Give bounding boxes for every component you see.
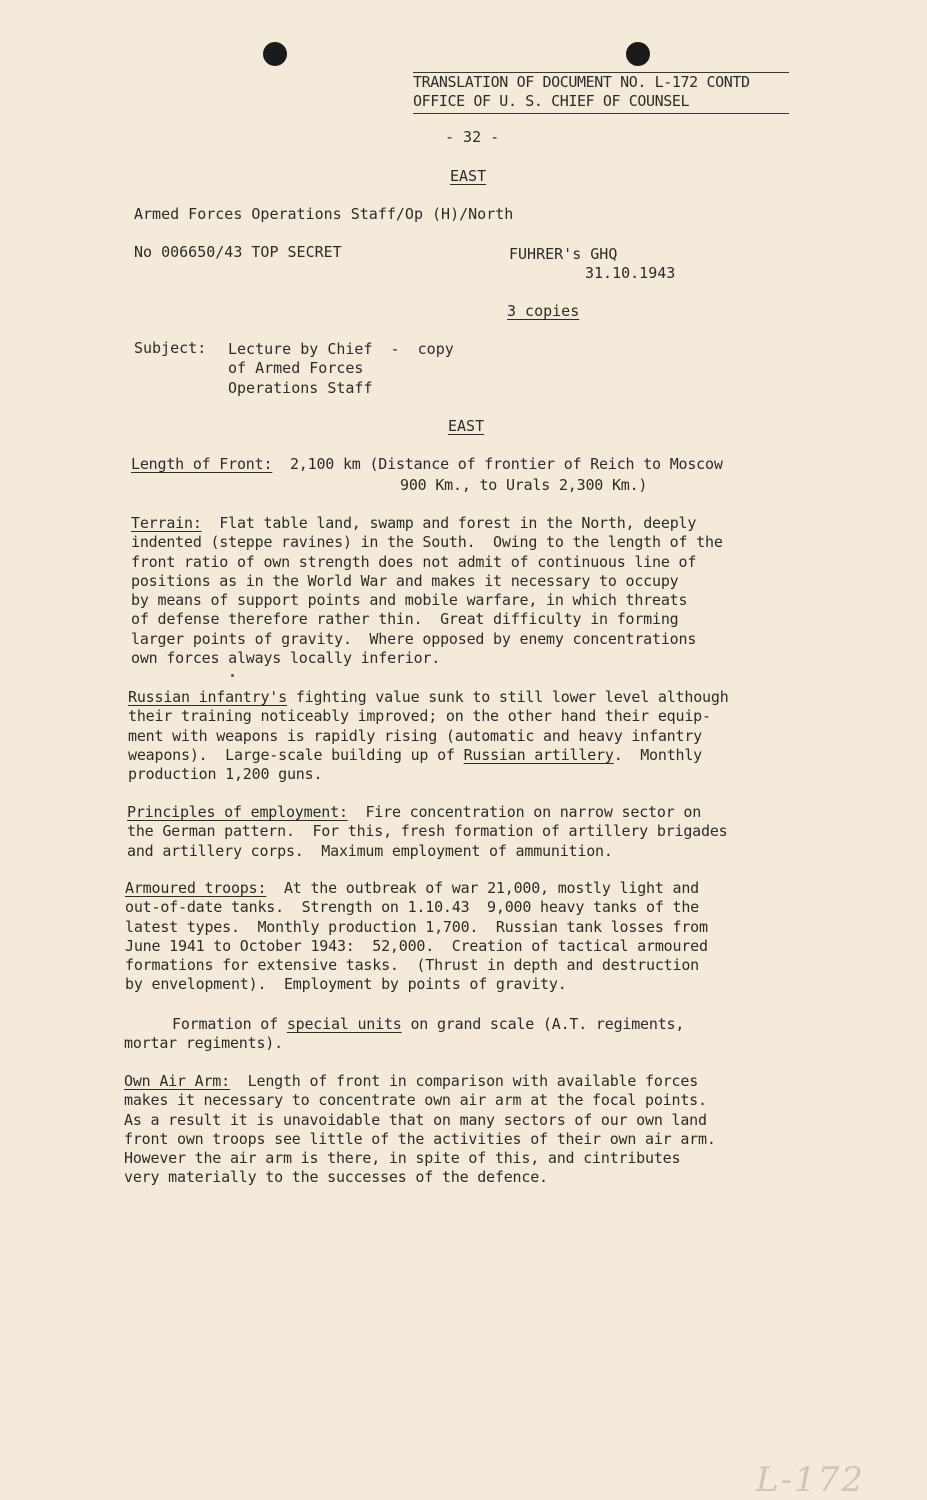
copies-note: 3 copies (507, 302, 580, 320)
principles-body: the German pattern. For this, fresh formation of artillery brigades and artillery corps. Maximum employment of ammunition. (127, 822, 728, 860)
punch-hole-right (626, 42, 650, 66)
page-number: - 32 - (445, 128, 500, 146)
handwritten-annotation: L-172 (756, 1460, 865, 1500)
terrain-first-line: Flat table land, swamp and forest in the North, deeply (219, 514, 697, 532)
subject-line-3: Operations Staff (228, 378, 373, 397)
air-arm-paragraph (124, 1072, 716, 1188)
terrain-paragraph (131, 514, 723, 668)
infantry-body: their training noticeably improved; on the other hand their equip- ment with weapons is rapidly rising (automatic and heavy infantry weapons). Large-scale building up of (128, 707, 711, 764)
reference-number: No 006650/43 TOP SECRET (134, 243, 342, 261)
infantry-label: Russian infantry's (128, 688, 287, 706)
infantry-first-line: fighting value sunk to still lower level although (295, 688, 729, 706)
principles-paragraph (127, 803, 728, 861)
special-post: on grand scale (A.T. regiments, (401, 1015, 685, 1033)
air-arm-label: Own Air Arm: (124, 1072, 230, 1090)
header-line-2: OFFICE OF U. S. CHIEF OF COUNSEL (413, 92, 690, 110)
subject-text (228, 340, 454, 398)
subject-line-1: Lecture by Chief - copy (228, 340, 454, 358)
punch-hole-left (263, 42, 287, 66)
place-line: FUHRER's GHQ (509, 245, 618, 263)
principles-first-line: Fire concentration on narrow sector on (365, 803, 702, 821)
infantry-tail: . Monthly production 1,200 guns. (128, 745, 703, 784)
terrain-label: Terrain: (131, 514, 202, 532)
staff-line: Armed Forces Operations Staff/Op (H)/North (134, 205, 514, 223)
subject-label: Subject: (134, 339, 207, 357)
stray-mark (231, 674, 234, 677)
russian-artillery-term: Russian artillery (463, 745, 614, 764)
air-arm-first-line: Length of front in comparison with available forces (247, 1072, 699, 1090)
special-units-term: special units (286, 1015, 402, 1033)
principles-label: Principles of employment: (127, 803, 348, 821)
special-units-line-2: mortar regiments). (124, 1034, 283, 1052)
header-rule-bottom (413, 113, 789, 114)
armoured-paragraph (125, 879, 708, 995)
armoured-body: out-of-date tanks. Strength on 1.10.43 9,000 heavy tanks of the latest types. Monthly production 1,700. Russian tank losses from June 1941 to October 1943: 52,000. Creation of tactical armoured formations for extensive tasks. (Thrust in depth and destruction by envelopment). Employment by points of gravity. (125, 898, 708, 994)
date-line: 31.10.1943 (585, 264, 676, 282)
header-line-1: TRANSLATION OF DOCUMENT NO. L-172 CONTD (413, 73, 750, 91)
armoured-label: Armoured troops: (125, 879, 267, 897)
terrain-body: indented (steppe ravines) in the South. Owing to the length of the front ratio of own strength does not admit of continuous line of positions as in the World War and makes it necessary to occupy by means of support points and mobile warfare, in which threats of defense therefore rather thin. Great difficulty in forming larger points of gravity. Where opposed by enemy concentrations own forces always locally inferior. (131, 533, 723, 668)
air-arm-body: makes it necessary to concentrate own air arm at the focal points. As a result it is unavoidable that on many sectors of our own land front own troops see little of the activities of their own air arm. However the air arm is there, in spite of this, and cintributes very materially to the successes of the defence. (124, 1091, 716, 1187)
front-paragraph (131, 455, 723, 474)
armoured-first-line: At the outbreak of war 21,000, mostly light and (283, 879, 700, 897)
translation-header (413, 72, 789, 114)
special-units-line (172, 1015, 684, 1034)
front-line-1: 2,100 km (Distance of frontier of Reich to Moscow (289, 455, 723, 473)
front-line-2: 900 Km., to Urals 2,300 Km.) (400, 476, 648, 494)
infantry-paragraph (128, 688, 729, 784)
title-east-mid: EAST (448, 417, 485, 435)
front-label: Length of Front: (131, 455, 273, 473)
subject-line-2: of Armed Forces (228, 359, 364, 378)
title-east-top: EAST (450, 167, 487, 185)
special-pre: Formation of (172, 1015, 287, 1033)
